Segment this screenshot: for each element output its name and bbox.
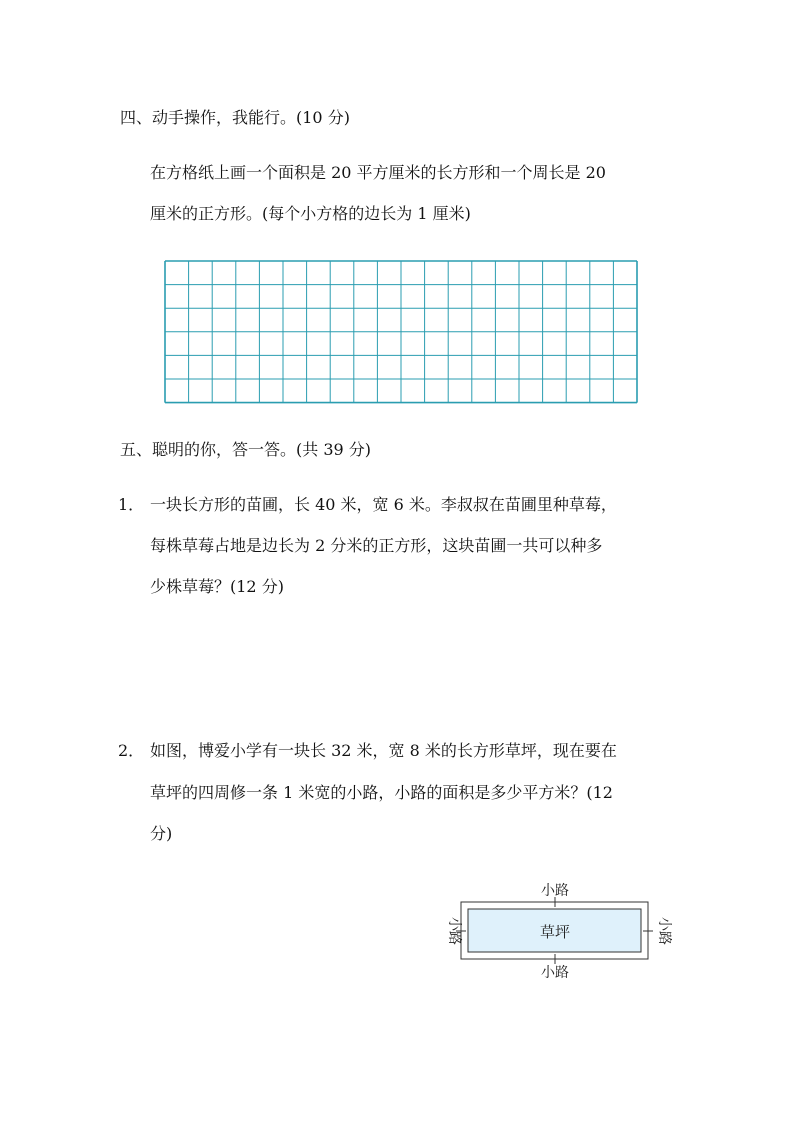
- q1-number: 1．: [118, 495, 145, 514]
- q2-number: 2．: [118, 741, 145, 760]
- left-path-label: 小路: [446, 917, 462, 945]
- square-grid-paper[interactable]: [164, 260, 640, 404]
- lawn-path-diagram: [438, 880, 672, 984]
- q2-line3: 分): [150, 824, 173, 843]
- section5-heading: 五、聪明的你，答一答。(共 39 分): [120, 440, 372, 459]
- section4-instruction-line2: 厘米的正方形。(每个小方格的边长为 1 厘米): [150, 204, 471, 223]
- q2-line1: 如图，博爱小学有一块长 32 米，宽 8 米的长方形草坪，现在要在: [150, 741, 617, 760]
- q1-line2: 每株草莓占地是边长为 2 分米的正方形，这块苗圃一共可以种多: [150, 536, 603, 555]
- right-path-label: 小路: [656, 917, 672, 945]
- q1-line3: 少株草莓？(12 分): [150, 577, 284, 596]
- section4-instruction-line1: 在方格纸上画一个面积是 20 平方厘米的长方形和一个周长是 20: [150, 163, 606, 182]
- top-path-label: 小路: [541, 883, 569, 899]
- q2-line2: 草坪的四周修一条 1 米宽的小路，小路的面积是多少平方米？(12: [150, 783, 613, 802]
- bottom-path-label: 小路: [541, 965, 569, 981]
- lawn-label: 草坪: [539, 923, 571, 941]
- q1-line1: 一块长方形的苗圃，长 40 米，宽 6 米。李叔叔在苗圃里种草莓，: [150, 495, 617, 514]
- section4-heading: 四、动手操作，我能行。(10 分): [120, 108, 350, 127]
